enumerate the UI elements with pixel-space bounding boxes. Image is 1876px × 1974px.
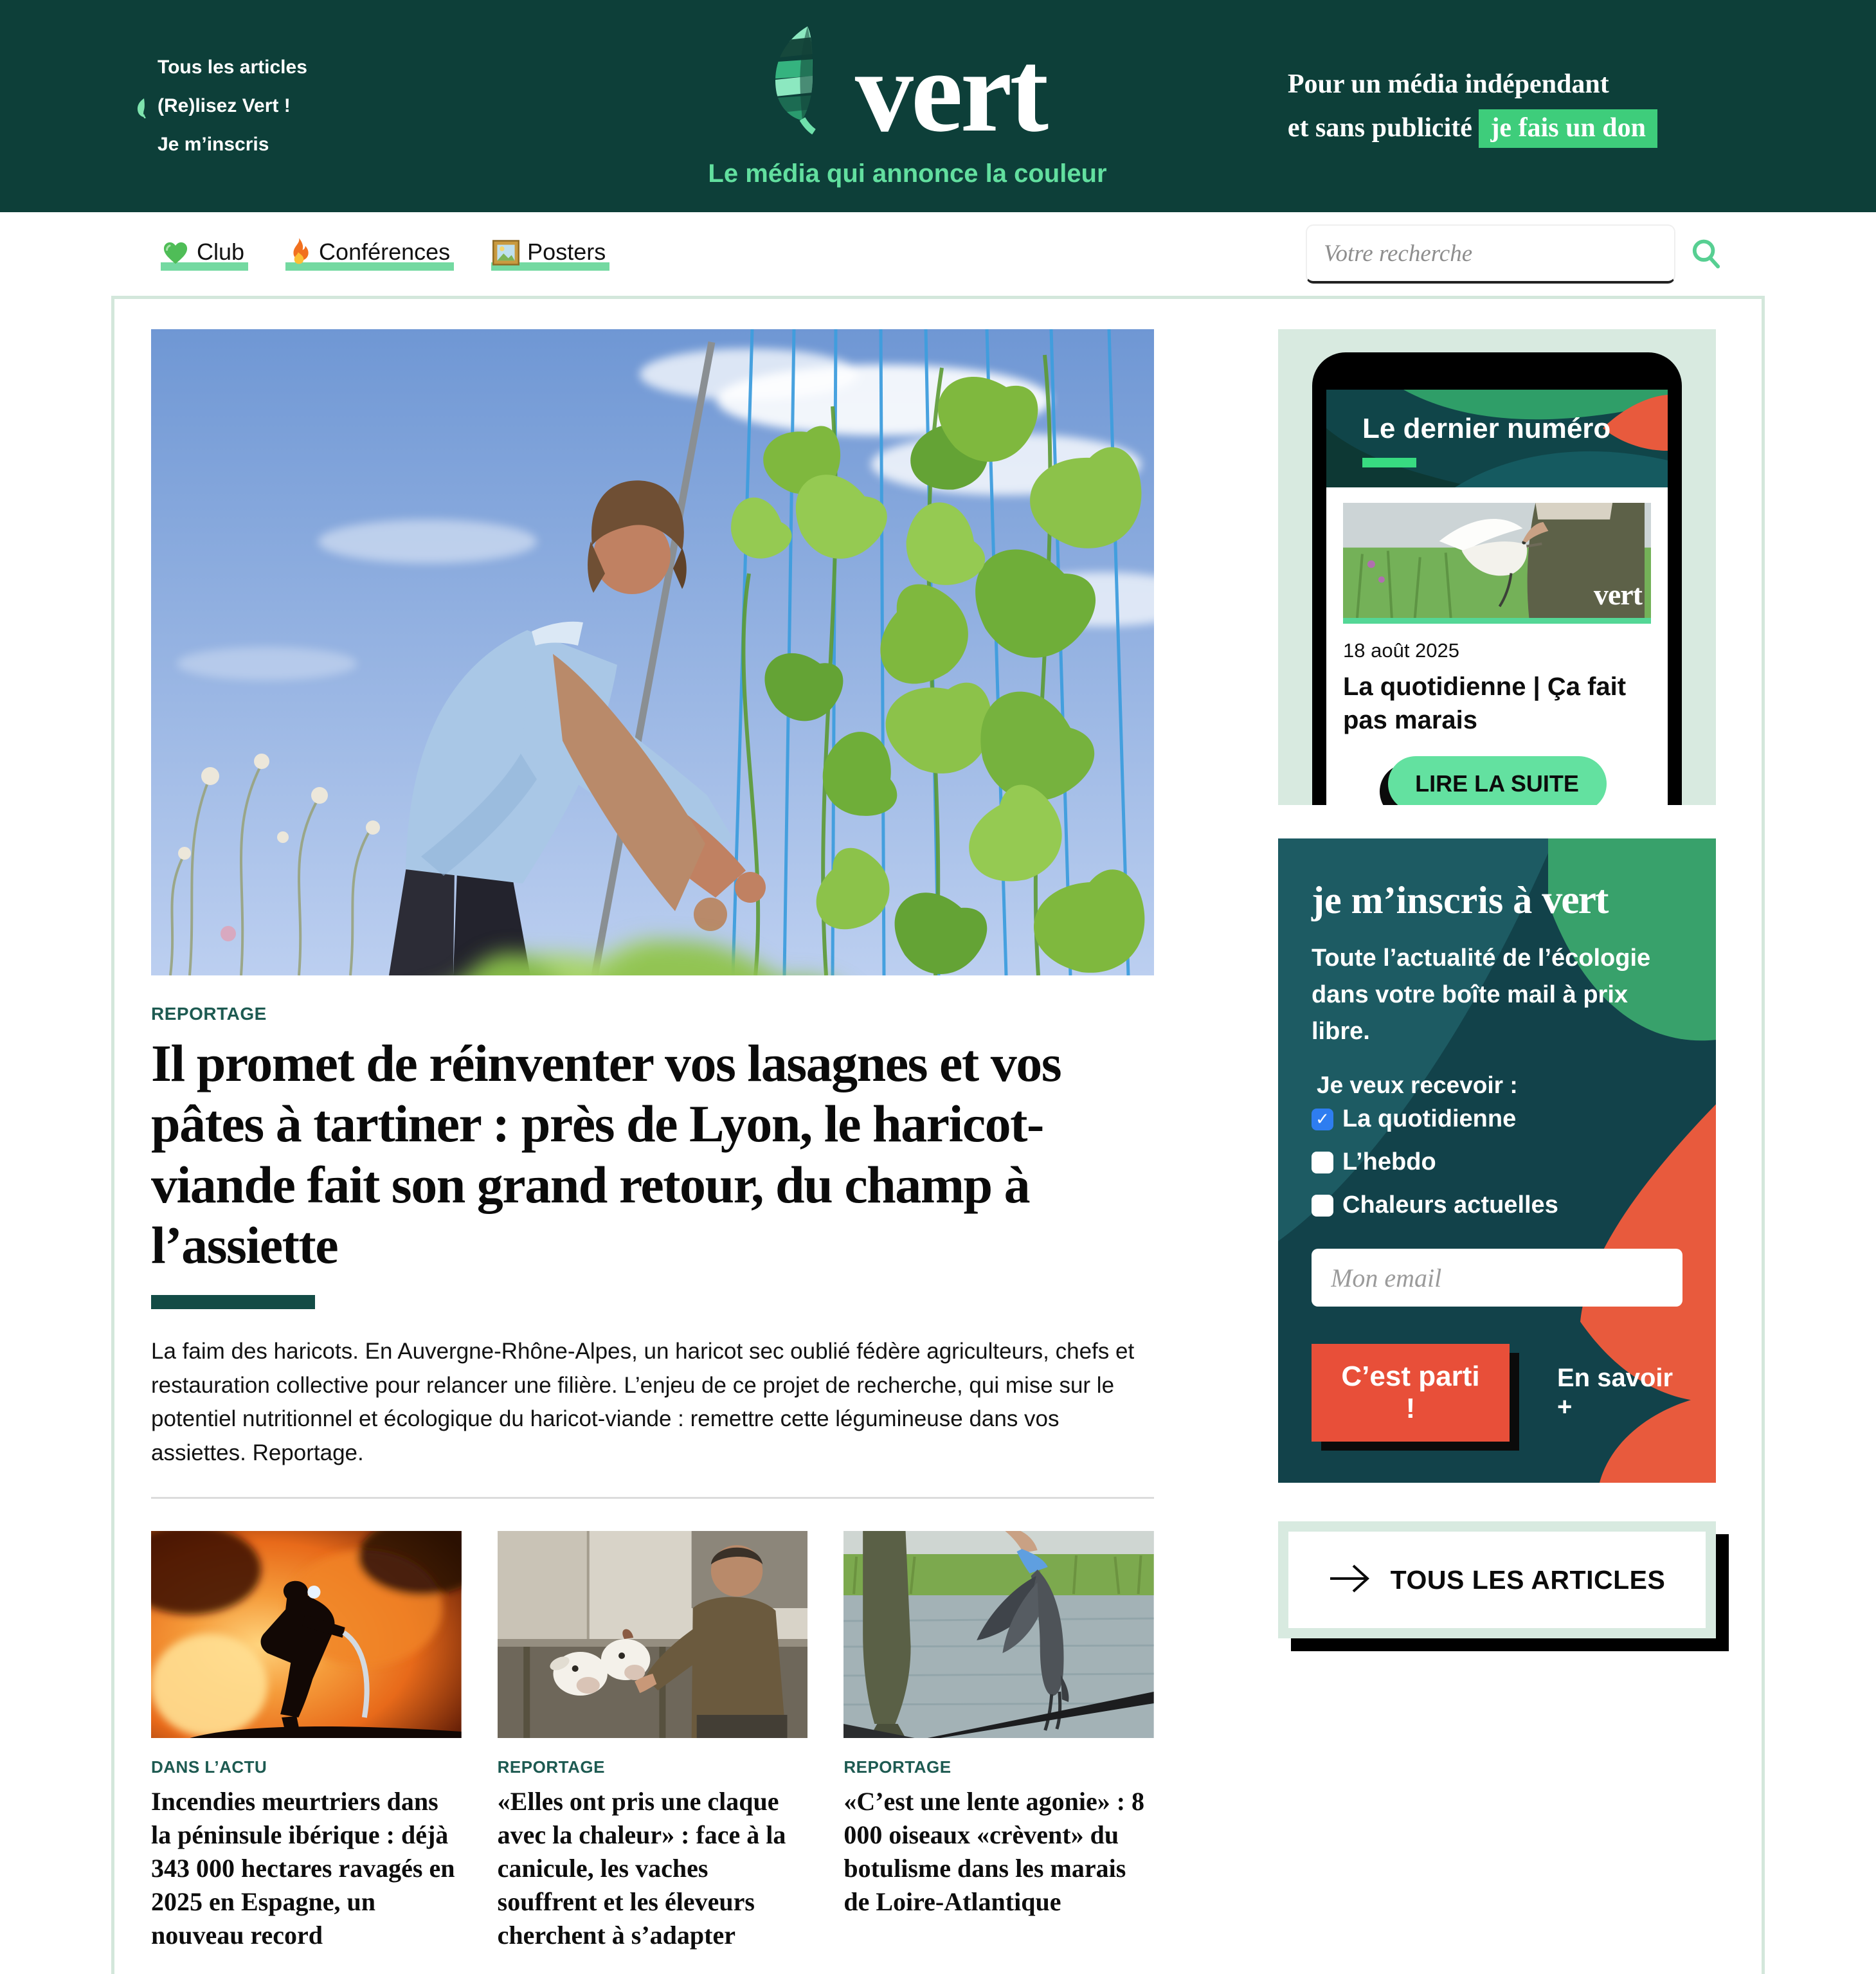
checkbox-unchecked-icon[interactable] [1312, 1195, 1333, 1217]
banner-underline [1362, 458, 1416, 467]
donation-line1: Pour un média indépendant [1287, 69, 1609, 99]
vert-leaf-logo-icon [769, 24, 846, 138]
article-card [498, 1531, 808, 1952]
article-card [843, 1531, 1154, 1952]
card-title[interactable]: «Elles ont pris une claque avec la chaleur» : face à la canicule, les vaches souffrent et les éleveurs cherchent à s’adapter [497, 1787, 786, 1950]
header-link-signup[interactable]: Je m’inscris [158, 134, 269, 155]
hero-summary: La faim des haricots. En Auvergne-Rhône-Alpes, un haricot sec oublié fédère agriculteurs, chefs et restauration collective pour relancer une filière. L’enjeu de ce projet de recherche, qui mise sur le potentiel nutritionnel et écologique du haricot-viande : remettre cette légumineuse dans vos assiettes. Reportage. [151, 1339, 1135, 1465]
latest-issue-card [1278, 329, 1716, 805]
hero-category: REPORTAGE [151, 1004, 267, 1024]
article-cards [151, 1531, 1154, 1952]
en-savoir-plus-link[interactable]: En savoir + [1556, 1364, 1673, 1421]
card-category: DANS L’ACTU [151, 1757, 267, 1777]
nav-item-conferences[interactable] [285, 237, 454, 271]
article-image-bird[interactable] [843, 1531, 1154, 1738]
topnav [0, 212, 1876, 296]
phone-body [1326, 487, 1668, 805]
content-frame [111, 296, 1765, 1974]
issue-image[interactable] [1343, 503, 1651, 624]
divider [151, 1497, 1154, 1499]
newsletter-signup [1278, 838, 1716, 1483]
issue-title: La quotidienne | Ça fait pas marais [1343, 673, 1627, 734]
hero-title[interactable]: Il promet de réinventer vos lasagnes et vos pâtes à tartiner : près de Lyon, le haricot-viande fait son grand retour, du champ à l’assiette [151, 1034, 1061, 1274]
logo[interactable] [708, 24, 1106, 188]
title-underline [151, 1295, 315, 1309]
leaf-icon [136, 98, 152, 123]
hero-image[interactable] [151, 329, 1154, 975]
header-links [158, 57, 708, 156]
option-hebdo[interactable]: L’hebdo [1312, 1148, 1682, 1176]
search [1306, 224, 1723, 284]
card-category: REPORTAGE [843, 1757, 952, 1777]
nav-label: Posters [527, 239, 606, 265]
phone-banner [1326, 390, 1668, 487]
donation-callout [1288, 62, 1657, 150]
logo-text: vert [854, 27, 1047, 157]
nav-label: Club [197, 239, 245, 265]
header-link-label: (Re)lisez Vert ! [158, 95, 291, 116]
issue-watermark: vert [1593, 578, 1642, 611]
arrow-right-icon [1329, 1564, 1371, 1597]
card-title[interactable]: Incendies meurtriers dans la péninsule ibérique : déjà 343 000 hectares ravagés en 2025 en Espagne, un nouveau record [151, 1787, 455, 1950]
sidebar [1278, 329, 1716, 1952]
article-image-fire[interactable] [151, 1531, 462, 1738]
lire-la-suite-button[interactable]: LIRE LA SUITE [1388, 756, 1607, 805]
green-heart-icon [162, 240, 189, 266]
email-field[interactable] [1312, 1249, 1682, 1307]
option-la-quotidienne[interactable]: ✓ La quotidienne [1312, 1105, 1682, 1133]
signup-description: Toute l’actualité de l’écologie dans votre boîte mail à prix libre. [1312, 945, 1651, 1045]
donation-line2: et sans publicité je fais un don [1288, 106, 1657, 150]
header-link-all-articles[interactable]: Tous les articles [158, 57, 307, 78]
option-chaleurs-actuelles[interactable]: Chaleurs actuelles [1312, 1191, 1682, 1219]
search-icon[interactable] [1690, 237, 1723, 271]
all-articles-label: TOUS LES ARTICLES [1390, 1564, 1666, 1595]
checkbox-unchecked-icon[interactable] [1312, 1152, 1333, 1173]
tagline: Le média qui annonce la couleur [708, 159, 1107, 188]
article-image-cows[interactable] [498, 1531, 808, 1738]
donate-link[interactable]: je fais un don [1479, 109, 1657, 148]
site-header [0, 0, 1876, 212]
search-input[interactable] [1306, 224, 1675, 284]
receive-label: Je veux recevoir : [1317, 1072, 1518, 1098]
nav-label: Conférences [319, 239, 451, 265]
nav-item-posters[interactable] [491, 237, 609, 271]
flame-icon [287, 237, 311, 266]
card-category: REPORTAGE [497, 1757, 605, 1777]
framed-picture-icon [492, 240, 519, 266]
signup-title: je m’inscris à vert [1312, 876, 1608, 922]
topnav-items [161, 237, 609, 271]
latest-heading: Le dernier numéro [1362, 413, 1611, 444]
checkbox-checked-icon[interactable]: ✓ [1312, 1109, 1333, 1130]
phone-mockup [1312, 352, 1682, 805]
all-articles-button[interactable] [1278, 1521, 1716, 1638]
issue-date: 18 août 2025 [1343, 639, 1460, 662]
nav-item-club[interactable] [161, 237, 248, 271]
article-column [151, 329, 1154, 1952]
cest-parti-button[interactable]: C’est parti ! [1312, 1344, 1510, 1442]
header-link-relisez-vert[interactable] [158, 95, 708, 117]
article-card [151, 1531, 462, 1952]
card-title[interactable]: «C’est une lente agonie» : 8 000 oiseaux «crèvent» du botulisme dans les marais de Loire-Atlantique [843, 1787, 1145, 1917]
